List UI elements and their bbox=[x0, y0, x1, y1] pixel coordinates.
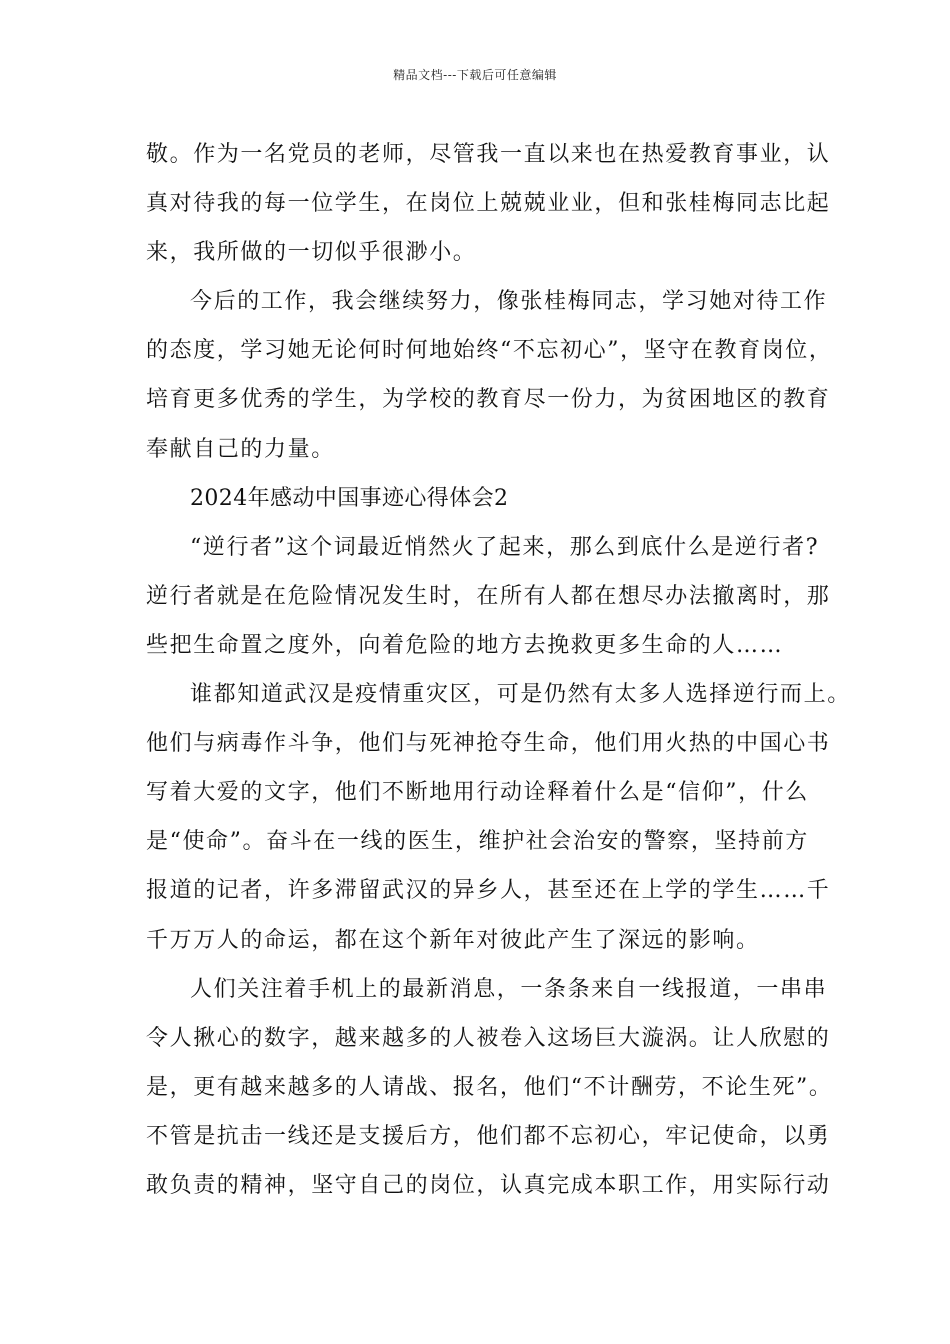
text-line: 是，更有越来越多的人请战、报名，他们“不计酬劳，不论生死”。 bbox=[146, 1074, 833, 1100]
text-line: 写着大爱的文字，他们不断地用行动诠释着什么是“信仰”，什么 bbox=[146, 780, 809, 806]
text-line: 千万万人的命运，都在这个新年对彼此产生了深远的影响。 bbox=[146, 927, 760, 953]
text-line: 真对待我的每一位学生，在岗位上兢兢业业，但和张桂梅同志比起 bbox=[146, 191, 831, 217]
text-line: 人们关注着手机上的最新消息，一条条来自一线报道，一串串 bbox=[190, 976, 828, 1002]
section-heading: 2024年感动中国事迹心得体会2 bbox=[190, 485, 509, 511]
text-line: 是“使命”。奋斗在一线的医生，维护社会治安的警察，坚持前方 bbox=[146, 829, 809, 855]
text-line: 来，我所做的一切似乎很渺小。 bbox=[146, 240, 477, 266]
text-line: 奉献自己的力量。 bbox=[146, 436, 335, 462]
document-body bbox=[146, 130, 851, 1210]
text-line: 培育更多优秀的学生，为学校的教育尽一份力，为贫困地区的教育 bbox=[146, 387, 831, 413]
text-line: “逆行者”这个词最近悄然火了起来，那么到底什么是逆行者? bbox=[190, 534, 820, 560]
page-header: 精品文档---下载后可任意编辑 bbox=[393, 68, 557, 82]
text-line: 今后的工作，我会继续努力，像张桂梅同志，学习她对待工作 bbox=[190, 289, 828, 315]
text-line: 不管是抗击一线还是支援后方，他们都不忘初心，牢记使命，以勇 bbox=[146, 1123, 831, 1149]
text-line: 敬。作为一名党员的老师，尽管我一直以来也在热爱教育事业，认 bbox=[146, 142, 831, 167]
text-line: 些把生命置之度外，向着危险的地方去挽救更多生命的人…… bbox=[146, 632, 784, 658]
text-line: 报道的记者，许多滞留武汉的异乡人，甚至还在上学的学生……千 bbox=[146, 878, 831, 904]
text-line: 逆行者就是在危险情况发生时，在所有人都在想尽办法撤离时，那 bbox=[146, 583, 831, 609]
text-line: 他们与病毒作斗争，他们与死神抢夺生命，他们用火热的中国心书 bbox=[146, 731, 831, 757]
text-line: 的态度，学习她无论何时何地始终“不忘初心”，坚守在教育岗位， bbox=[146, 338, 833, 364]
text-line: 谁都知道武汉是疫情重灾区，可是仍然有太多人选择逆行而上。 bbox=[190, 682, 851, 708]
text-line: 令人揪心的数字，越来越多的人被卷入这场巨大漩涡。让人欣慰的 bbox=[146, 1025, 831, 1051]
text-line: 敢负责的精神，坚守自己的岗位，认真完成本职工作，用实际行动 bbox=[146, 1172, 831, 1198]
